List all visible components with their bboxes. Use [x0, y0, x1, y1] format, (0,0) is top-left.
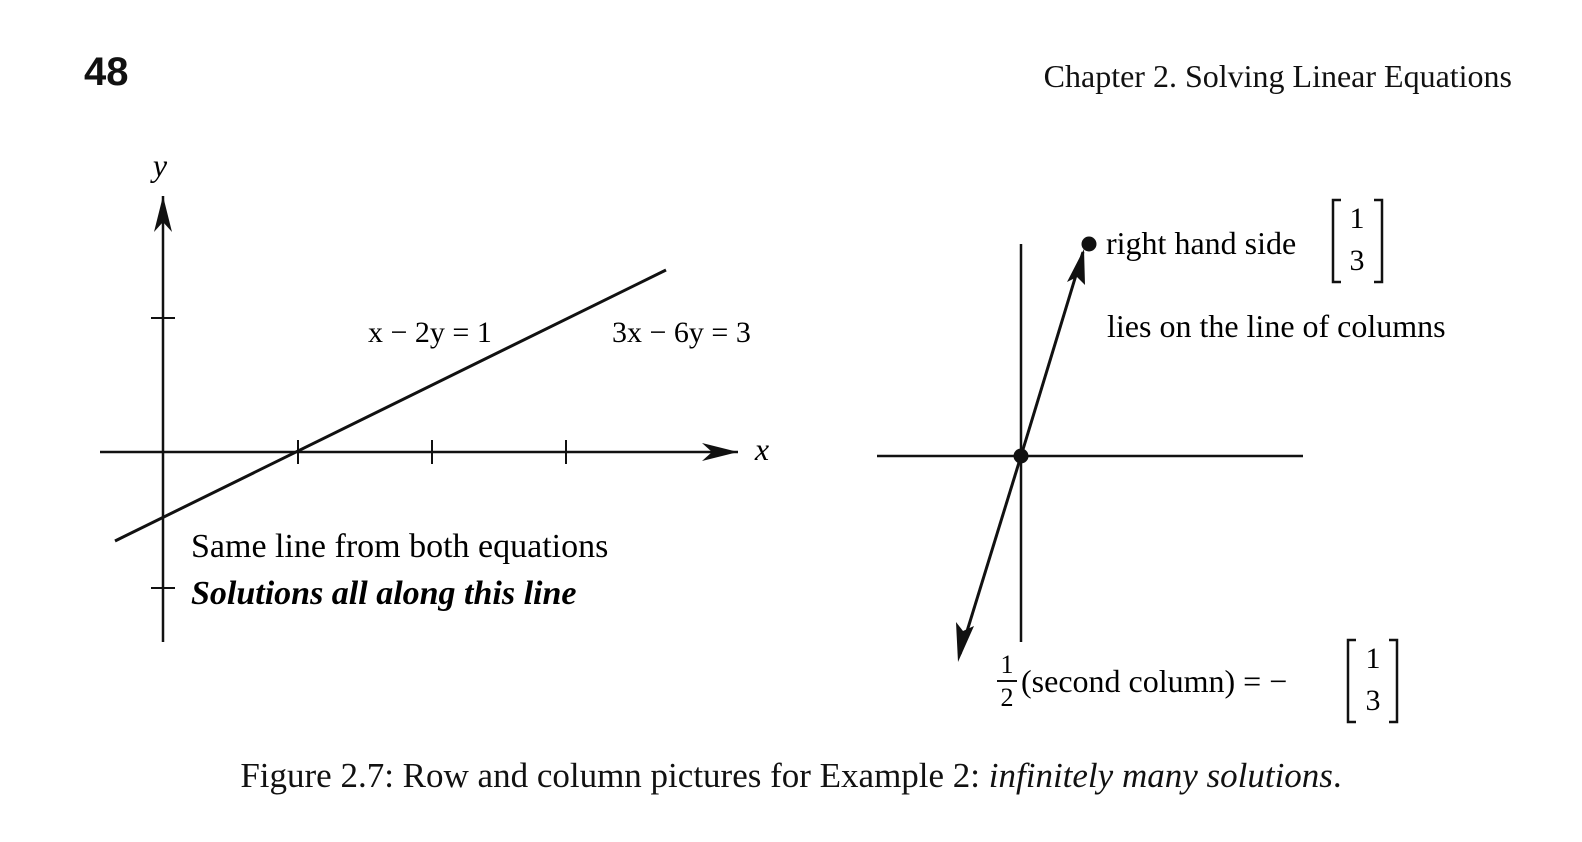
- equation-2: 3x − 6y = 3: [612, 316, 751, 349]
- second-column-label: (second column) = −: [1021, 663, 1288, 699]
- rhs-left-bracket: [1333, 200, 1341, 282]
- rhs-vector-top: 1: [1349, 202, 1365, 235]
- column-vector-up: [1021, 252, 1083, 456]
- column-picture: [877, 200, 1446, 722]
- figure-caption: [0, 758, 1582, 793]
- y-axis-label: y: [152, 147, 168, 183]
- running-head: Chapter 2. Solving Linear Equations: [1043, 58, 1512, 94]
- arrow-down-icon: [956, 622, 974, 662]
- rhs-vector-bottom: 3: [1349, 244, 1365, 277]
- note-solutions: Solutions all along this line: [191, 575, 577, 612]
- column-vector-down: [960, 456, 1021, 654]
- caption-suffix: .: [1332, 756, 1342, 795]
- page-number: 48: [84, 50, 129, 94]
- caption-emphasis: infinitely many solutions: [988, 756, 1333, 795]
- x-axis-label: x: [754, 431, 770, 467]
- half-numerator: 1: [1000, 650, 1014, 679]
- row-picture: [100, 147, 769, 642]
- second-column-vector-bottom: 3: [1365, 684, 1381, 717]
- solution-line: [115, 270, 666, 541]
- note-same-line: Same line from both equations: [191, 528, 609, 565]
- second-column-vector-top: 1: [1365, 642, 1381, 675]
- caption-prefix: Figure 2.7: Row and column pictures for Example 2:: [240, 756, 989, 795]
- equation-1: x − 2y = 1: [368, 316, 492, 349]
- half-denominator: 2: [1000, 683, 1014, 712]
- line-of-columns-note: lies on the line of columns: [1107, 308, 1446, 344]
- rhs-right-bracket: [1374, 200, 1382, 282]
- origin-dot: [1014, 449, 1029, 464]
- second-column-left-bracket: [1348, 640, 1356, 722]
- rhs-dot: [1082, 237, 1097, 252]
- rhs-label: right hand side: [1106, 225, 1297, 261]
- second-column-right-bracket: [1389, 640, 1397, 722]
